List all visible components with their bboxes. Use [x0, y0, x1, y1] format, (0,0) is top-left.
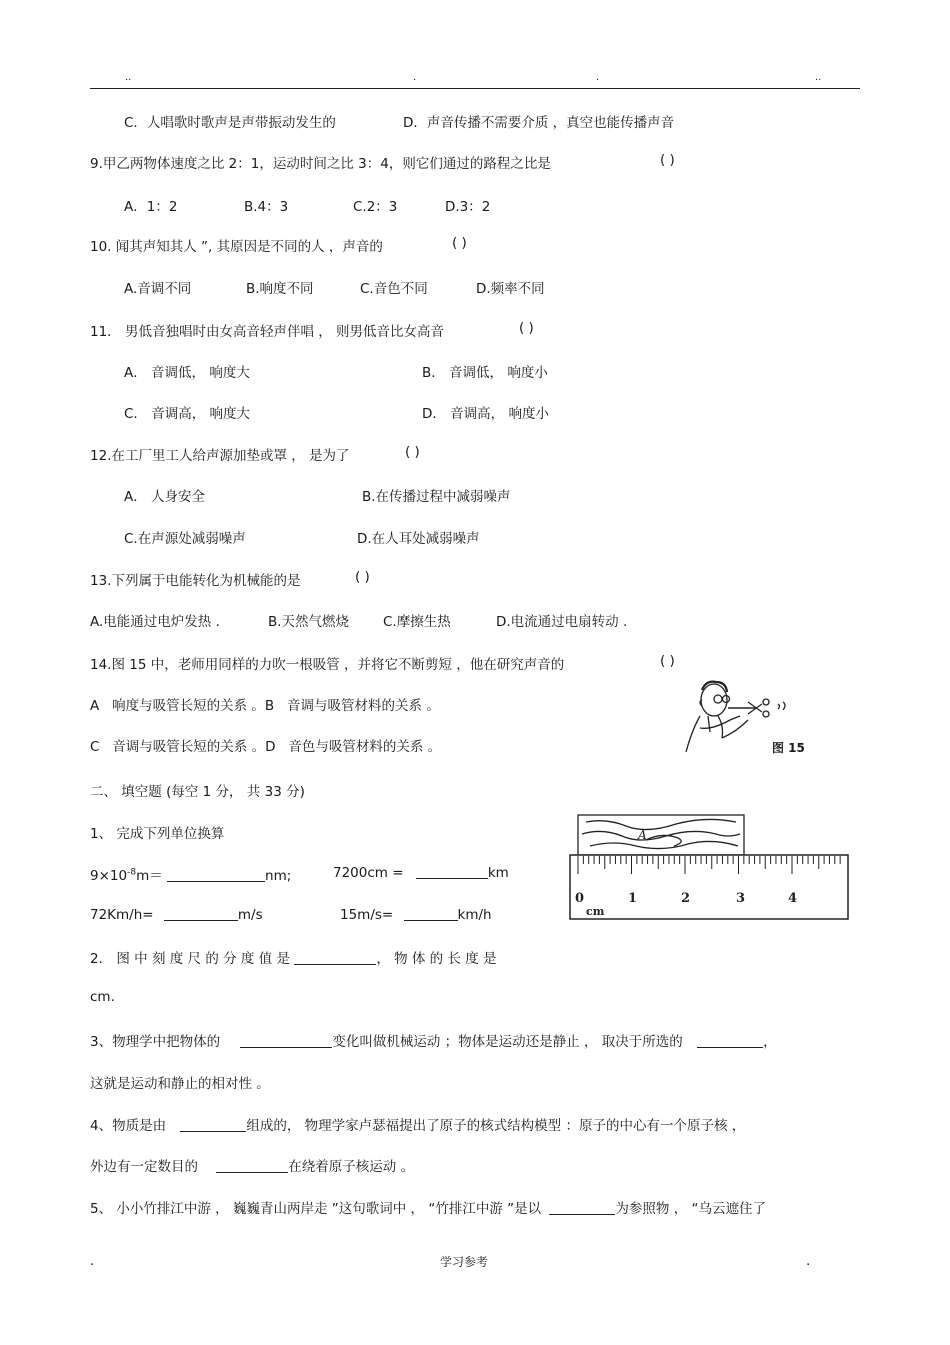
fill4-blank-2[interactable] [216, 1158, 288, 1173]
q9-option-c: C.2：3 [353, 199, 398, 215]
q11-stem: 11． 男低音独唱时由女高音轻声伴唱 ， 则男低音比女高音 [90, 324, 445, 340]
fill3-end: ， [763, 1034, 777, 1050]
fill2-text-end: ， 物 体 的 长 度 是 [376, 951, 497, 967]
q14-options-line-1: A 响度与吸管长短的关系 。B 音调与吸管材料的关系 。 [90, 698, 440, 714]
q11-answer-paren: ( ) [519, 320, 534, 336]
ruler-unit-label: cm [586, 905, 605, 918]
fill3-pre: 3、物理学中把物体的 [90, 1034, 221, 1050]
q13-stem: 13.下列属于电能转化为机械能的是 [90, 573, 301, 589]
q14-stem: 14.图 15 中，老师用同样的力吹一根吸管 ，并将它不断剪短 ，他在研究声音的 [90, 657, 565, 673]
fill4-line-2 [90, 1155, 414, 1175]
ruler-figure [566, 812, 852, 924]
q11-option-b: B． 音调低， 响度小 [422, 365, 548, 381]
fill1-b-prefix: 7200cm = [333, 865, 404, 881]
fill1-c-blank[interactable] [164, 906, 238, 921]
ruler-tick-label-4: 4 [788, 891, 798, 906]
header-mark-2: . [413, 72, 417, 83]
q10-stem: 10. 闻其声知其人 ”, 其原因是不同的人 ，声音的 [90, 239, 383, 255]
fill4-pre: 4、物质是由 [90, 1118, 167, 1134]
fill1-d-blank[interactable] [404, 906, 458, 921]
q9-stem: 9.甲乙两物体速度之比 2：1，运动时间之比 3：4，则它们通过的路程之比是 [90, 156, 551, 172]
figure-15-label: 图 15 [772, 741, 805, 755]
block-label-a: A [638, 828, 647, 842]
fill1-a-prefix: 9×10 [90, 868, 128, 884]
q11-option-d: D． 音调高， 响度小 [422, 406, 549, 422]
q12-stem: 12.在工厂里工人给声源加垫或罩 ， 是为了 [90, 448, 350, 464]
fill4-line-1 [90, 1114, 745, 1134]
q12-option-d: D.在人耳处减弱噪声 [357, 531, 480, 547]
fill1-c-prefix: 72Km/h= [90, 907, 154, 923]
fill5-blank-1[interactable] [549, 1200, 615, 1215]
q14-answer-paren: ( ) [660, 653, 675, 669]
q10-answer-paren: ( ) [452, 235, 467, 251]
ruler-tick-label-1: 1 [628, 891, 638, 906]
fill5-post: 为参照物 ， “乌云遮住了 [615, 1201, 766, 1217]
fill1-b-blank[interactable] [416, 864, 488, 879]
fill2-line-1 [90, 947, 497, 967]
fill2-line-2: cm. [90, 989, 115, 1005]
fill3-line-1 [90, 1030, 777, 1050]
q9-option-a: A．1：2 [124, 199, 178, 215]
fill4-line2-post: 在绕着原子核运动 。 [288, 1159, 415, 1175]
fill4-blank-1[interactable] [180, 1117, 246, 1132]
fill1-a-unit: nm; [265, 868, 292, 884]
q10-option-c: C.音色不同 [360, 281, 428, 297]
fill4-mid: 组成的， 物理学家卢瑟福提出了原子的核式结构模型 ：原子的中心有一个原子核 ， [246, 1118, 746, 1134]
q12-answer-paren: ( ) [405, 444, 420, 460]
fill3-line-2: 这就是运动和静止的相对性 。 [90, 1076, 270, 1092]
fill1-a-blank[interactable] [167, 867, 265, 882]
header-mark-4: .. [815, 72, 822, 83]
fill1-d-unit: km/h [457, 907, 492, 923]
section-2-title: 二、 填空题 (每空 1 分， 共 33 分) [90, 784, 305, 800]
fill4-line2-pre: 外边有一定数目的 [90, 1159, 198, 1175]
wooden-block-a [578, 815, 744, 855]
footer-center-text: 学习参考 [440, 1255, 489, 1269]
ruler-tick-label-3: 3 [736, 891, 746, 906]
fill1-c-unit: m/s [237, 907, 263, 923]
q8-option-c: C．人唱歌时歌声是声带振动发生的 [124, 115, 336, 131]
q13-answer-paren: ( ) [355, 569, 370, 585]
fill1-title: 1、 完成下列单位换算 [90, 826, 225, 842]
fill5-line-1 [90, 1197, 766, 1217]
fill1-b-unit: km [487, 865, 509, 881]
fill2-blank-division[interactable] [294, 950, 376, 965]
q9-answer-paren: ( ) [660, 152, 675, 168]
header-mark-3: . [596, 72, 600, 83]
q9-option-d: D.3：2 [445, 199, 491, 215]
ruler-tick-label-0: 0 [575, 891, 585, 906]
q10-option-d: D.频率不同 [476, 281, 545, 297]
fill1-d-prefix: 15m/s= [340, 907, 394, 923]
fill1-a-post: m＝ [136, 868, 163, 884]
q12-option-c: C.在声源处减弱噪声 [124, 531, 246, 547]
q11-option-a: A． 音调低， 响度大 [124, 365, 250, 381]
ruler-body [570, 855, 848, 919]
fill1-item-a [90, 864, 291, 884]
q10-option-b: B.响度不同 [246, 281, 314, 297]
fill1-item-c [90, 906, 263, 923]
fill5-pre: 5、 小小竹排江中游 ， 巍巍青山两岸走 ”这句歌词中 ， “竹排江中游 ”是以 [90, 1201, 542, 1217]
q14-options-line-2: C 音调与吸管长短的关系 。D 音色与吸管材料的关系 。 [90, 739, 442, 755]
q10-option-a: A.音调不同 [124, 281, 192, 297]
q11-option-c: C． 音调高， 响度大 [124, 406, 251, 422]
fill3-blank-2[interactable] [697, 1033, 763, 1048]
q13-option-d: D.电流通过电扇转动 . [496, 614, 628, 630]
footer-right-mark: . [806, 1253, 811, 1269]
fill1-a-exponent: -8 [127, 867, 137, 878]
q13-option-c: C.摩擦生热 [383, 614, 451, 630]
header-rule [90, 88, 860, 89]
fill2-text: 2． 图 中 刻 度 尺 的 分 度 值 是 [90, 951, 291, 967]
q13-option-a: A.电能通过电炉发热 . [90, 614, 220, 630]
footer-left-mark: . [90, 1253, 95, 1269]
q12-option-b: B.在传播过程中减弱噪声 [362, 489, 511, 505]
fill1-item-b [333, 864, 509, 881]
fill1-item-d [340, 906, 492, 923]
ruler-tick-label-2: 2 [681, 891, 691, 906]
header-mark-1: .. [125, 72, 132, 83]
q9-option-b: B.4：3 [244, 199, 289, 215]
fill3-mid: 变化叫做机械运动 ；物体是运动还是静止 ， 取决于所选的 [332, 1034, 683, 1050]
q12-option-a: A． 人身安全 [124, 489, 206, 505]
q8-option-d: D．声音传播不需要介质 ，真空也能传播声音 [403, 115, 675, 131]
q13-option-b: B.天然气燃烧 [268, 614, 350, 630]
fill3-blank-1[interactable] [240, 1033, 332, 1048]
